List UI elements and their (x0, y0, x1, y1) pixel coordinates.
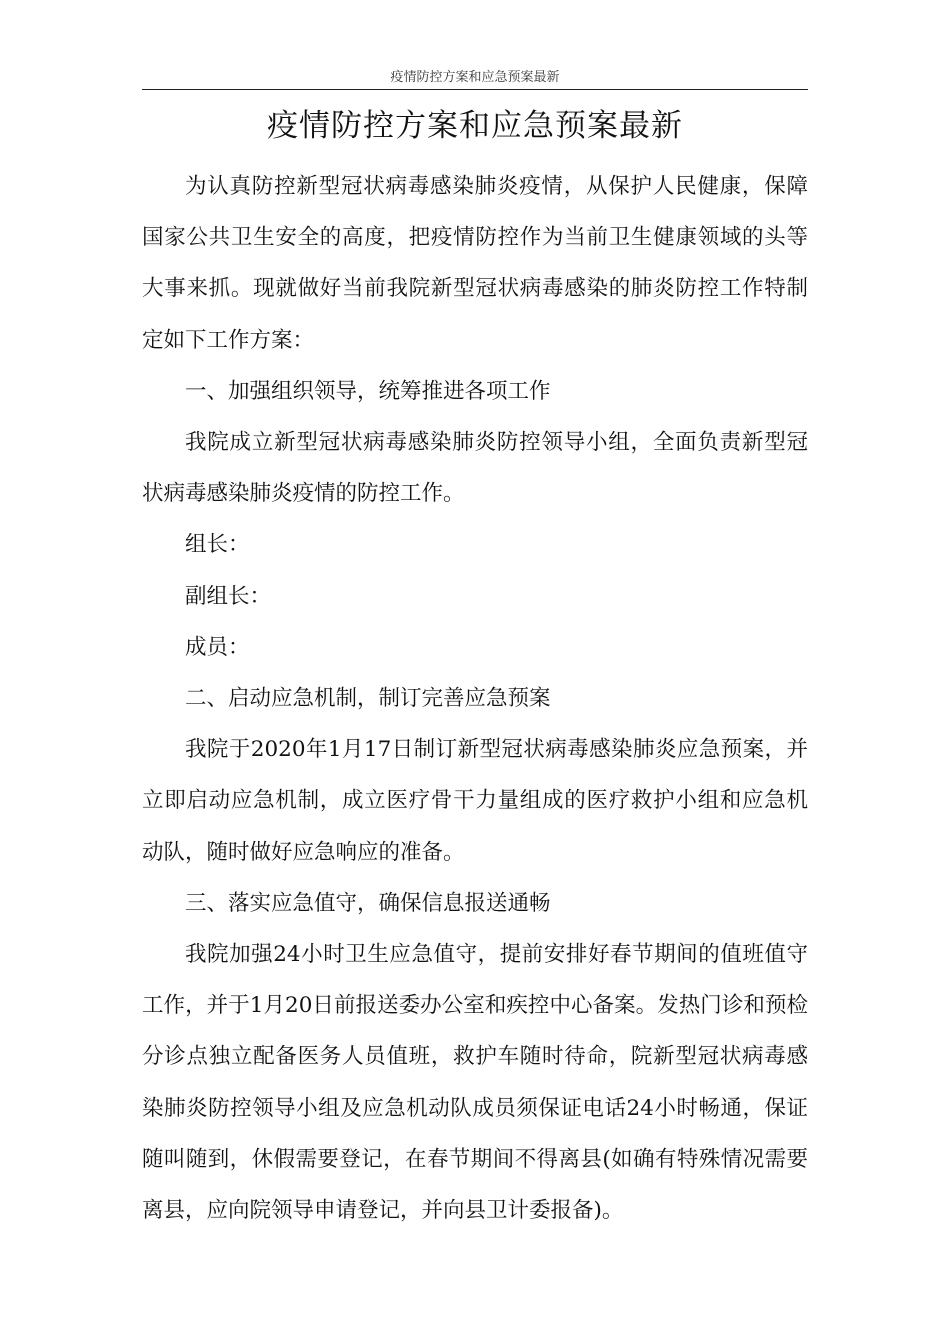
members-line: 成员： (185, 634, 250, 660)
paragraph-emergency-plan: 我院于2020年1月17日制订新型冠状病毒感染肺炎应急预案，并立即启动应急机制，成立医疗骨干力量组成的医疗救护小组和应急机动队，随时做好应急响应的准备。 (142, 737, 808, 865)
section-heading-3: 三、落实应急值守，确保信息报送通畅 (185, 890, 551, 916)
paragraph-intro: 为认真防控新型冠状病毒感染肺炎疫情，从保护人民健康，保障国家公共卫生安全的高度，把疫情防控作为当前卫生健康领域的头等大事来抓。现就做好当前我院新型冠状病毒感染的肺炎防控工作特制定如下工作方案： (142, 174, 808, 353)
deputy-leader-line: 副组长： (185, 583, 272, 609)
running-header: 疫情防控方案和应急预案最新 (142, 68, 808, 90)
group-leader-line: 组长： (185, 532, 250, 558)
document-title: 疫情防控方案和应急预案最新 (267, 108, 683, 144)
paragraph-leadership-group: 我院成立新型冠状病毒感染肺炎防控领导小组，全面负责新型冠状病毒感染肺炎疫情的防控工作。 (142, 430, 808, 507)
section-heading-2: 二、启动应急机制，制订完善应急预案 (185, 686, 551, 712)
paragraph-duty-reporting: 我院加强24小时卫生应急值守，提前安排好春节期间的值班值守工作，并于1月20日前报送委办公室和疾控中心备案。发热门诊和预检分诊点独立配备医务人员值班，救护车随时待命，院新型冠状病毒感染肺炎防控领导小组及应急机动队成员须保证电话24小时畅通，保证随叫随到，休假需要登记，在春节期间不得离县(如确有特殊情况需要离县，应向院领导申请登记，并向县卫计委报备)。 (142, 942, 808, 1224)
document-body (142, 161, 808, 1236)
section-heading-1: 一、加强组织领导，统筹推进各项工作 (185, 378, 551, 404)
